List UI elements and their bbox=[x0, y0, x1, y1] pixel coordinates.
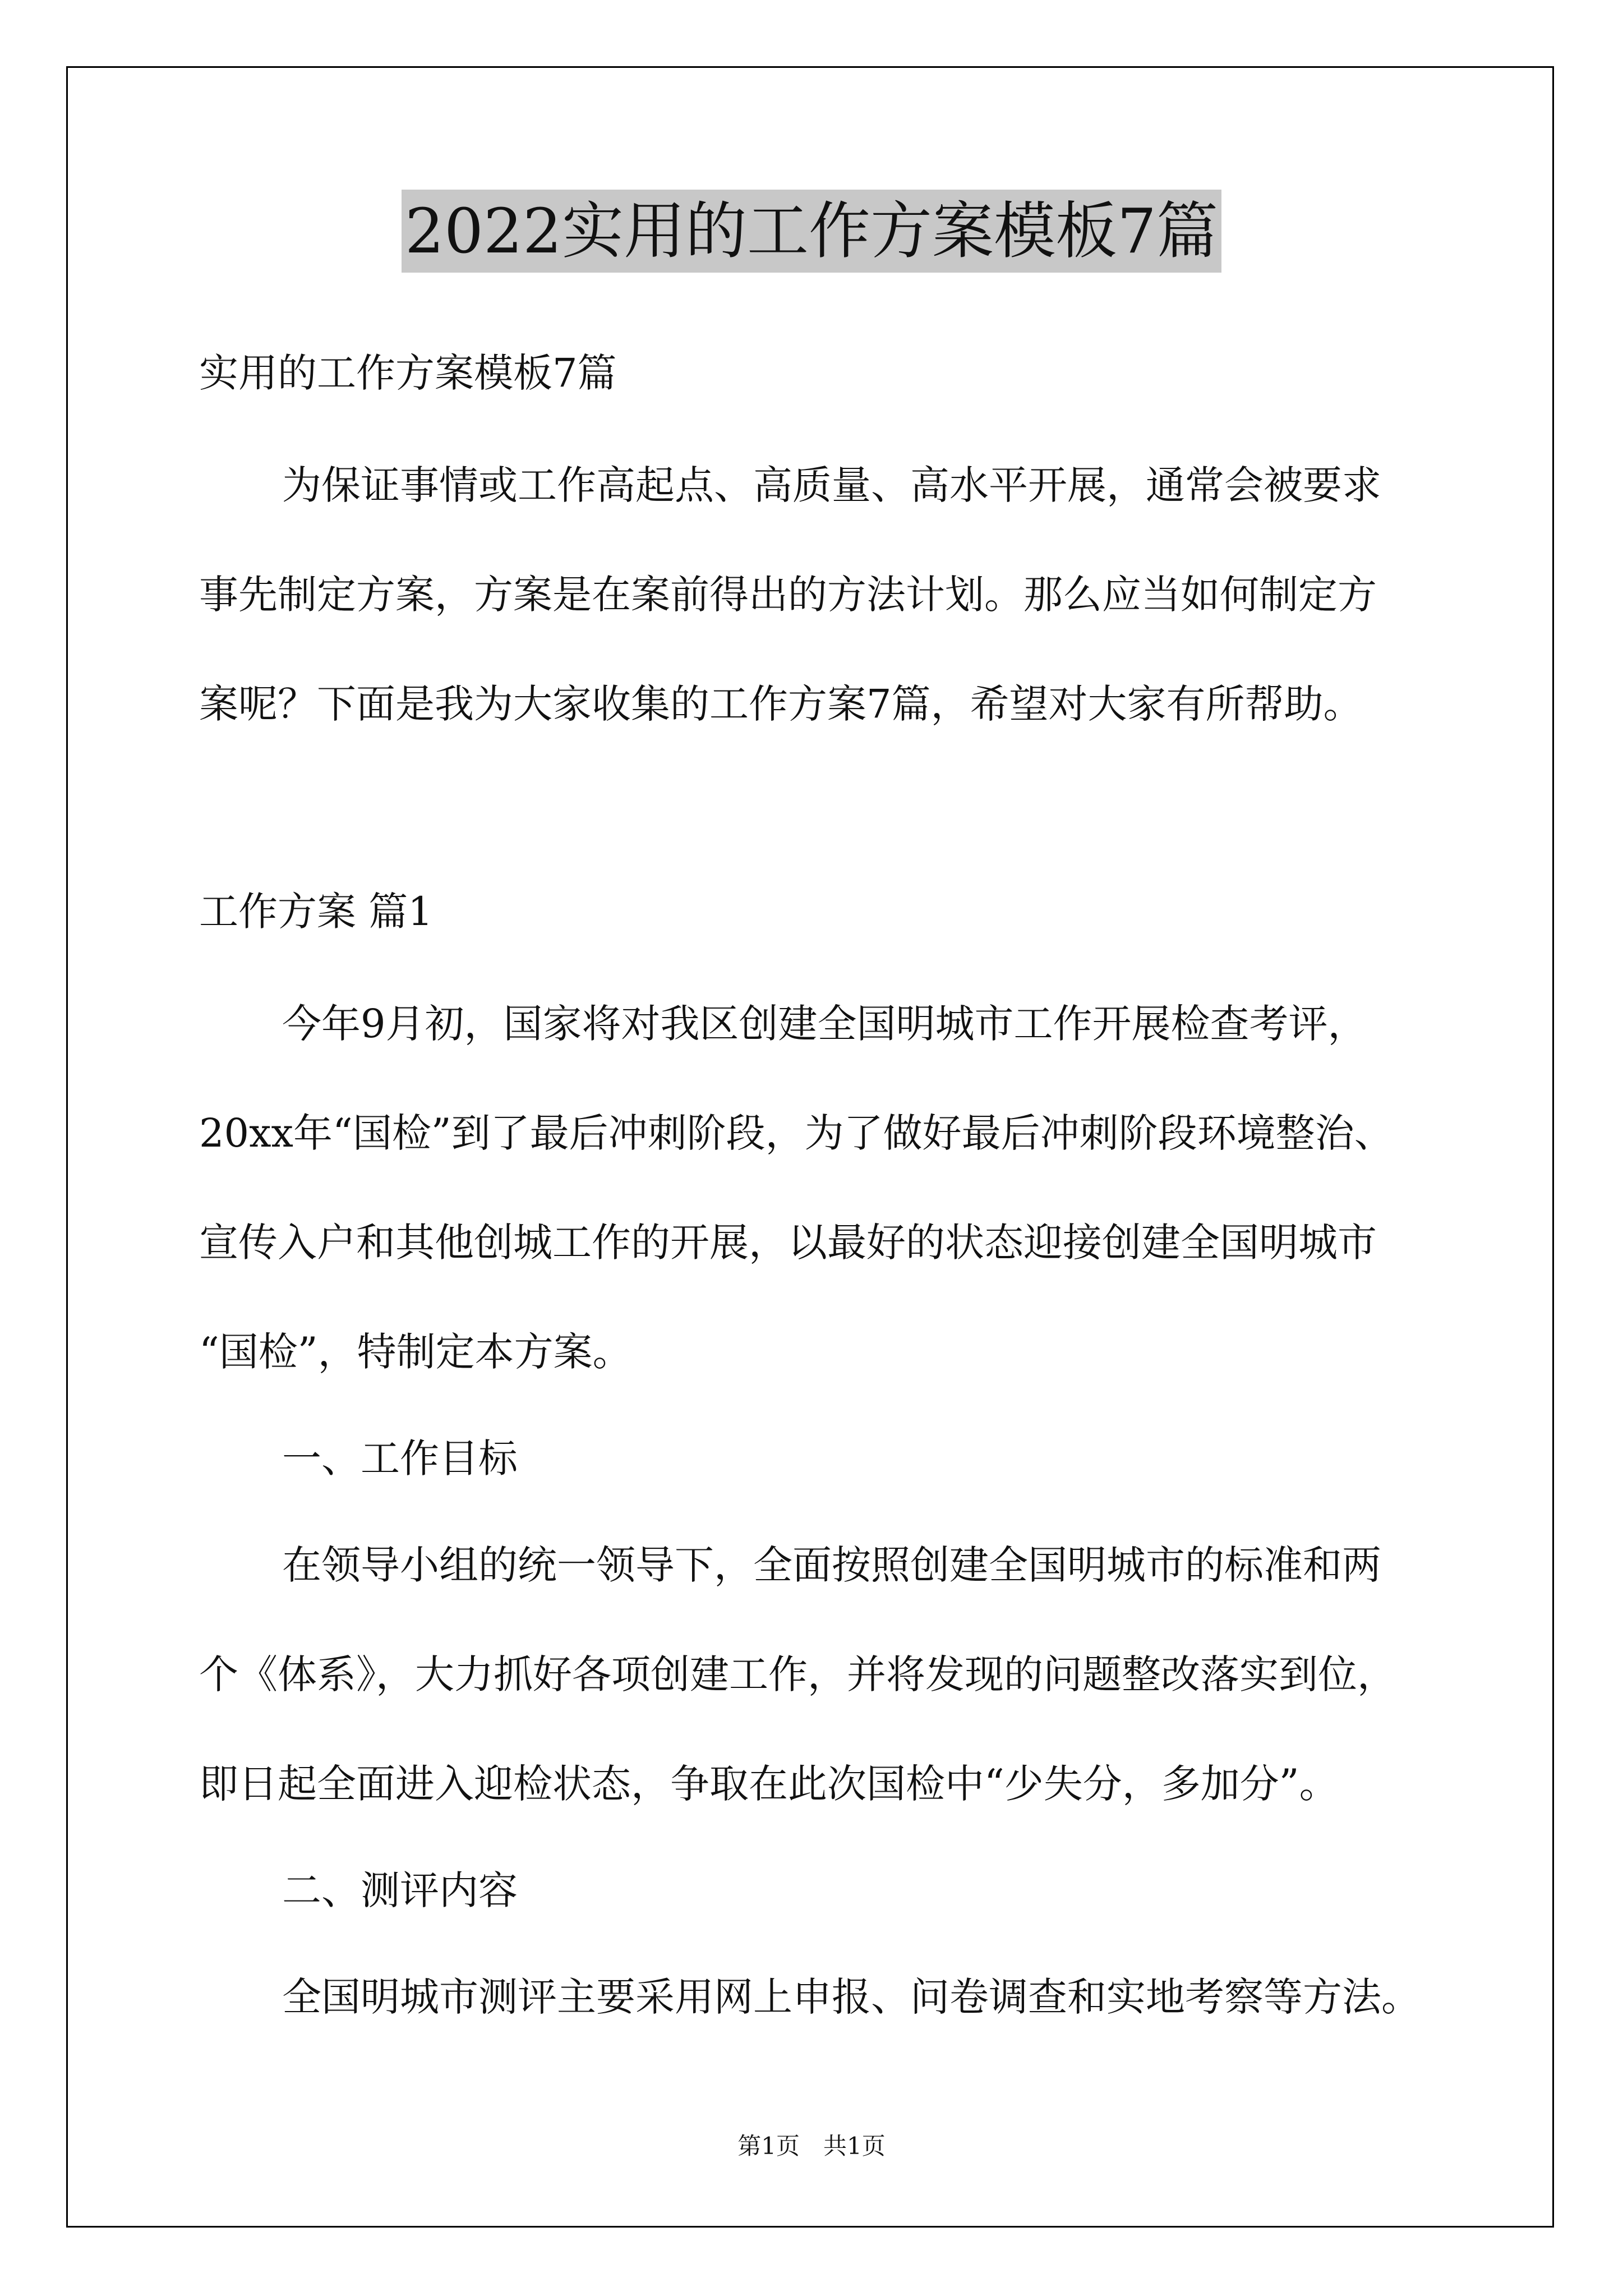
document-title: 2022实用的工作方案模板7篇 bbox=[402, 190, 1221, 273]
para1-line-4: “国检”，特制定本方案。 bbox=[199, 1329, 632, 1375]
para1-line-1: 今年9月初，国家将对我区创建全国明城市工作开展检查考评， bbox=[282, 1001, 1367, 1047]
para2-line-1: 在领导小组的统一领导下，全面按照创建全国明城市的标准和两 bbox=[282, 1542, 1381, 1588]
intro-line-2: 事先制定方案，方案是在案前得出的方法计划。那么应当如何制定方 bbox=[199, 572, 1377, 618]
title-container bbox=[0, 190, 1623, 273]
heading-content: 二、测评内容 bbox=[282, 1867, 518, 1913]
section-heading: 工作方案 篇1 bbox=[199, 889, 433, 935]
para3-line-1: 全国明城市测评主要采用网上申报、问卷调查和实地考察等方法。 bbox=[282, 1974, 1421, 2020]
para2-line-2: 个《体系》，大力抓好各项创建工作，并将发现的问题整改落实到位， bbox=[199, 1651, 1396, 1697]
para2-line-3: 即日起全面进入迎检状态，争取在此次国检中“少失分，多加分”。 bbox=[199, 1761, 1339, 1807]
heading-goal: 一、工作目标 bbox=[282, 1435, 518, 1481]
intro-line-1: 为保证事情或工作高起点、高质量、高水平开展，通常会被要求 bbox=[282, 462, 1381, 508]
para1-line-2: 20xx年“国检”到了最后冲刺阶段，为了做好最后冲刺阶段环境整治、 bbox=[199, 1110, 1394, 1156]
document-subtitle: 实用的工作方案模板7篇 bbox=[199, 350, 617, 396]
para1-line-3: 宣传入户和其他创城工作的开展，以最好的状态迎接创建全国明城市 bbox=[199, 1220, 1377, 1266]
intro-line-3: 案呢？下面是我为大家收集的工作方案7篇，希望对大家有所帮助。 bbox=[199, 681, 1363, 727]
page-footer: 第1页 共1页 bbox=[737, 2132, 886, 2160]
